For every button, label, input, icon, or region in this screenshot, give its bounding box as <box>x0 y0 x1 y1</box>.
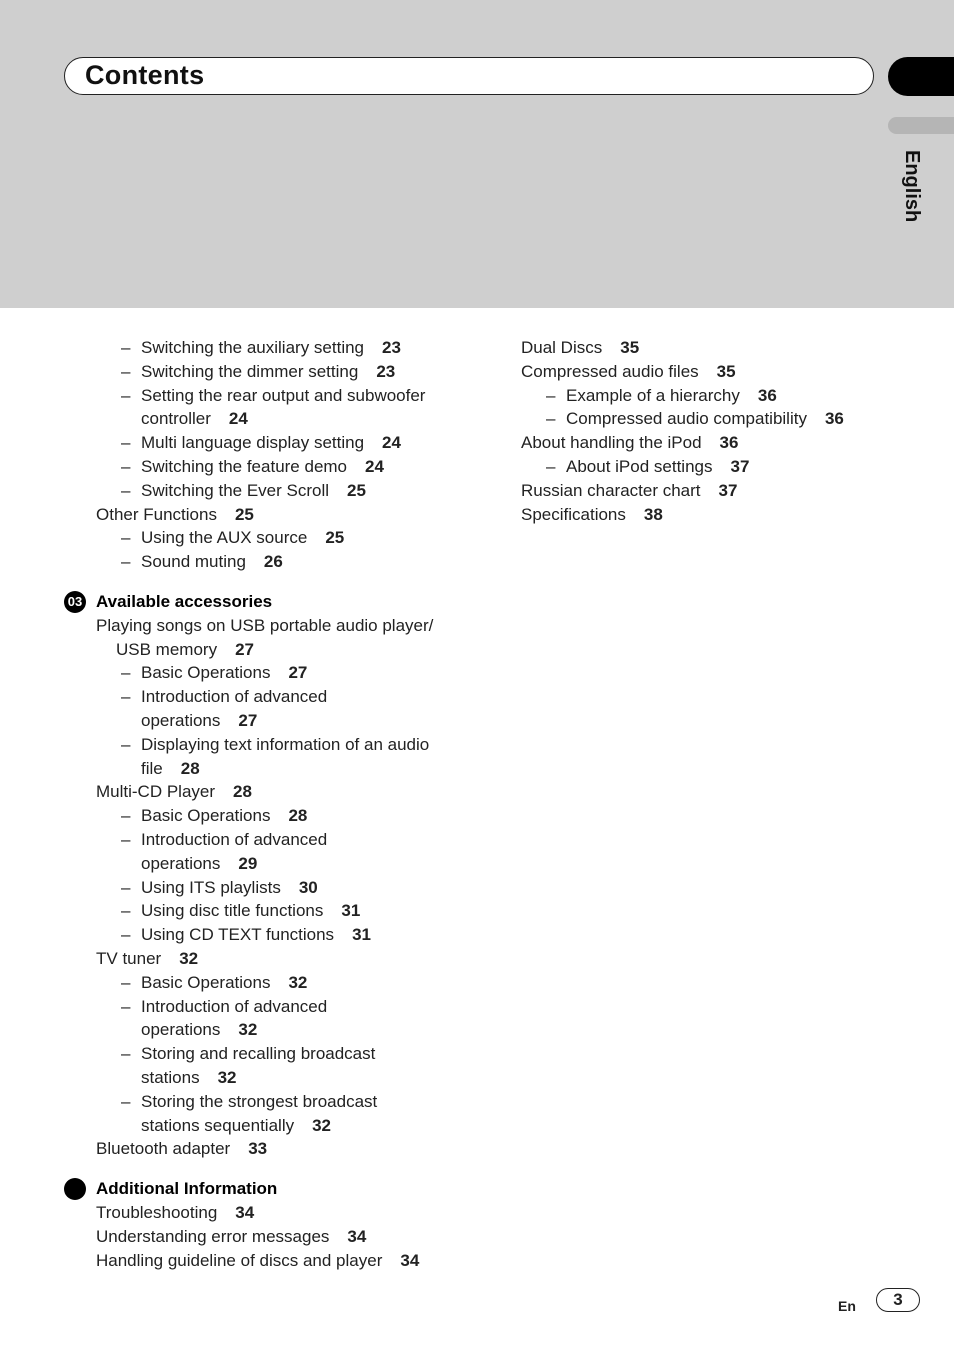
toc-entry-title: USB memory <box>116 639 218 659</box>
toc-entry-title: Displaying text information of an audio <box>141 734 430 754</box>
toc-entry[interactable] <box>96 1203 254 1223</box>
toc-entry-page: 32 <box>217 1068 237 1087</box>
section-heading: Additional Information <box>96 1179 278 1199</box>
section-heading: Available accessories <box>96 592 273 611</box>
toc-entry-page: 34 <box>235 1203 255 1222</box>
dash-bullet: – <box>121 552 131 572</box>
dash-bullet: – <box>121 385 131 405</box>
toc-entry[interactable] <box>141 409 248 429</box>
toc-entry[interactable] <box>141 687 327 707</box>
toc-entry-page: 31 <box>352 925 371 945</box>
toc-entry-page: 34 <box>347 1226 367 1246</box>
toc-entry-page: 24 <box>228 409 248 429</box>
page-number: 3 <box>876 1288 920 1312</box>
toc-entry[interactable] <box>141 528 344 548</box>
dash-bullet: – <box>121 433 131 453</box>
toc-entry[interactable] <box>141 735 429 755</box>
dash-bullet: – <box>546 457 556 476</box>
toc-entry-title: Basic Operations <box>141 663 271 683</box>
toc-entry-page: 27 <box>235 639 254 659</box>
toc-entry-page: 24 <box>382 433 401 453</box>
dash-bullet: – <box>121 972 131 992</box>
toc-entry-title: stations <box>141 1068 200 1087</box>
toc-entry-title: Handling guideline of discs and player <box>96 1250 383 1270</box>
dash-bullet: – <box>546 385 556 405</box>
toc-entry-title: Multi language display setting <box>141 433 365 453</box>
toc-entry-page: 37 <box>718 480 738 500</box>
dash-bullet: – <box>121 996 131 1016</box>
toc-entry[interactable] <box>141 878 318 898</box>
toc-entry-page: 36 <box>824 409 844 429</box>
toc-entry-page: 35 <box>620 338 640 357</box>
toc-entry-title: Switching the Ever Scroll <box>141 480 330 500</box>
toc-entry[interactable] <box>141 1020 257 1040</box>
dash-bullet: – <box>121 830 131 849</box>
dash-bullet: – <box>121 1091 131 1111</box>
toc-entry-page: 31 <box>341 901 361 921</box>
toc-entry[interactable] <box>141 997 327 1017</box>
toc-entry-page: 36 <box>719 433 739 453</box>
toc-entry-title: Russian character chart <box>521 480 701 500</box>
toc-entry[interactable] <box>141 433 401 453</box>
toc-entry-title: Dual Discs <box>521 338 603 357</box>
toc-entry[interactable] <box>141 925 371 945</box>
toc-entry-title: Other Functions <box>96 504 217 524</box>
toc-entry[interactable] <box>521 338 639 358</box>
toc-entry[interactable] <box>141 1044 375 1064</box>
toc-entry-title: Using disc title functions <box>141 901 324 921</box>
dash-bullet: – <box>546 409 556 429</box>
toc-entry-title: TV tuner <box>96 949 162 968</box>
toc-entry-title: About handling the iPod <box>521 433 702 453</box>
toc-entry[interactable] <box>96 505 254 525</box>
toc-entry-title: Compressed audio files <box>521 361 699 381</box>
dash-bullet: – <box>121 1044 131 1064</box>
toc-entry-title: Troubleshooting <box>96 1203 218 1222</box>
toc-entry[interactable] <box>141 806 307 826</box>
toc-entry[interactable] <box>96 1227 366 1247</box>
toc-entry-page: 32 <box>288 972 308 992</box>
dash-bullet: – <box>121 338 131 357</box>
toc-entry-page: 30 <box>298 877 318 897</box>
toc-entry-title: Compressed audio compatibility <box>566 409 807 429</box>
toc-entry[interactable] <box>141 362 395 382</box>
dash-bullet: – <box>121 806 131 826</box>
title-frame <box>64 57 874 95</box>
section-tab-black <box>888 57 954 96</box>
dash-bullet: – <box>121 877 131 897</box>
toc-entry[interactable] <box>566 386 777 406</box>
toc-entry[interactable] <box>141 552 283 572</box>
dash-bullet: – <box>121 361 131 381</box>
toc-entry[interactable] <box>141 457 384 477</box>
language-tab-label: English <box>901 150 923 223</box>
toc-entry[interactable] <box>141 830 327 850</box>
toc-entry-title: operations <box>141 1020 221 1040</box>
toc-entry-page: 29 <box>238 853 258 873</box>
toc-entry-title: Introduction of advanced <box>141 830 328 849</box>
footer-language: En <box>838 1298 856 1314</box>
dash-bullet: – <box>121 734 131 754</box>
toc-entry[interactable] <box>141 481 366 501</box>
toc-entry[interactable] <box>116 640 254 660</box>
toc-entry-title: Sound muting <box>141 552 246 572</box>
toc-entry-title: Switching the dimmer setting <box>141 361 359 381</box>
toc-entry-title: Bluetooth adapter <box>96 1139 231 1159</box>
toc-entry-title: Switching the feature demo <box>141 457 348 476</box>
toc-entry[interactable] <box>141 386 425 406</box>
toc-entry[interactable] <box>521 481 737 501</box>
toc-entry[interactable] <box>141 759 200 779</box>
dash-bullet: – <box>121 925 131 945</box>
header-band <box>0 0 954 308</box>
toc-entry-page: 28 <box>233 782 252 802</box>
toc-entry-page: 37 <box>730 457 750 476</box>
toc-entry-title: Using CD TEXT functions <box>141 925 335 945</box>
toc-entry-title: Understanding error messages <box>96 1226 330 1246</box>
toc-entry[interactable] <box>141 338 401 358</box>
toc-entry-title: Basic Operations <box>141 972 271 992</box>
toc-entry-title: About iPod settings <box>566 457 713 476</box>
toc-entry[interactable] <box>141 854 257 874</box>
section-tab-gray <box>888 117 954 134</box>
page-title: Contents <box>85 60 205 90</box>
toc-entry-page: 25 <box>234 504 254 524</box>
dash-bullet: – <box>121 457 131 476</box>
toc-entry-page: 32 <box>238 1020 258 1040</box>
toc-entry-title: operations <box>141 853 221 873</box>
toc-entry-page: 23 <box>382 338 401 357</box>
toc-entry-title: operations <box>141 711 221 730</box>
toc-entry-page: 25 <box>325 528 345 548</box>
toc-entry-page: 36 <box>757 385 777 405</box>
toc-entry-title: controller <box>141 409 211 429</box>
toc-entry[interactable] <box>96 616 433 636</box>
toc-entry-page: 23 <box>376 361 396 381</box>
toc-entry[interactable] <box>521 505 663 525</box>
toc-entry-title: Multi-CD Player <box>96 782 216 802</box>
toc-entry-title: Storing the strongest broadcast <box>141 1091 378 1111</box>
toc-entry[interactable] <box>141 711 257 731</box>
toc-entry-page: 27 <box>288 663 308 683</box>
toc-entry-title: Introduction of advanced <box>141 996 328 1016</box>
toc-entry-title: Basic Operations <box>141 806 271 826</box>
toc-entry[interactable] <box>566 457 749 477</box>
toc-entry-page: 28 <box>288 806 308 826</box>
toc-entry[interactable] <box>96 1251 419 1271</box>
toc-entry-title: file <box>141 758 163 778</box>
toc-entry-page: 32 <box>179 949 199 968</box>
toc-entry-title: Using ITS playlists <box>141 877 281 897</box>
toc-entry-page: 38 <box>643 504 663 524</box>
dash-bullet: – <box>121 687 131 707</box>
toc-entry-page: 28 <box>180 758 200 778</box>
toc-entry[interactable] <box>141 1092 377 1112</box>
toc-entry[interactable] <box>521 433 738 453</box>
toc-entry-page: 35 <box>716 361 736 381</box>
toc-entry[interactable] <box>96 949 198 969</box>
toc-entry-title: Introduction of advanced <box>141 687 328 707</box>
toc-entry-title: Example of a hierarchy <box>566 385 740 405</box>
toc-entry-page: 26 <box>263 552 283 572</box>
dash-bullet: – <box>121 663 131 683</box>
toc-entry-title: Specifications <box>521 504 626 524</box>
toc-entry-title: Playing songs on USB portable audio player/ <box>96 615 434 635</box>
toc-entry-page: 34 <box>400 1250 420 1270</box>
toc-entry-page: 24 <box>365 457 384 476</box>
toc-entry[interactable] <box>96 1139 267 1159</box>
toc-entry[interactable] <box>566 409 844 429</box>
toc-entry-page: 27 <box>238 711 258 730</box>
dash-bullet: – <box>121 528 131 548</box>
toc-entry-title: Using the AUX source <box>141 528 308 548</box>
toc-entry[interactable] <box>141 1068 237 1088</box>
toc-entry-page: 32 <box>312 1115 332 1135</box>
toc-entry-title: Storing and recalling broadcast <box>141 1044 376 1064</box>
dash-bullet: – <box>121 480 131 500</box>
toc-entry[interactable] <box>141 973 307 993</box>
toc-entry[interactable] <box>521 362 736 382</box>
toc-entry[interactable] <box>141 901 360 921</box>
toc-entry-title: Setting the rear output and subwoofer <box>141 385 426 405</box>
section-bullet <box>64 1178 86 1200</box>
toc-entry-page: 33 <box>248 1139 268 1159</box>
toc-entry[interactable] <box>141 1116 331 1136</box>
toc-entry-title: stations sequentially <box>141 1115 295 1135</box>
section-number-badge: 03 <box>64 591 86 613</box>
toc-entry-page: 25 <box>347 480 366 500</box>
toc-entry[interactable] <box>141 663 307 683</box>
toc-entry-title: Switching the auxiliary setting <box>141 338 365 357</box>
dash-bullet: – <box>121 901 131 921</box>
toc-entry[interactable] <box>96 782 252 802</box>
